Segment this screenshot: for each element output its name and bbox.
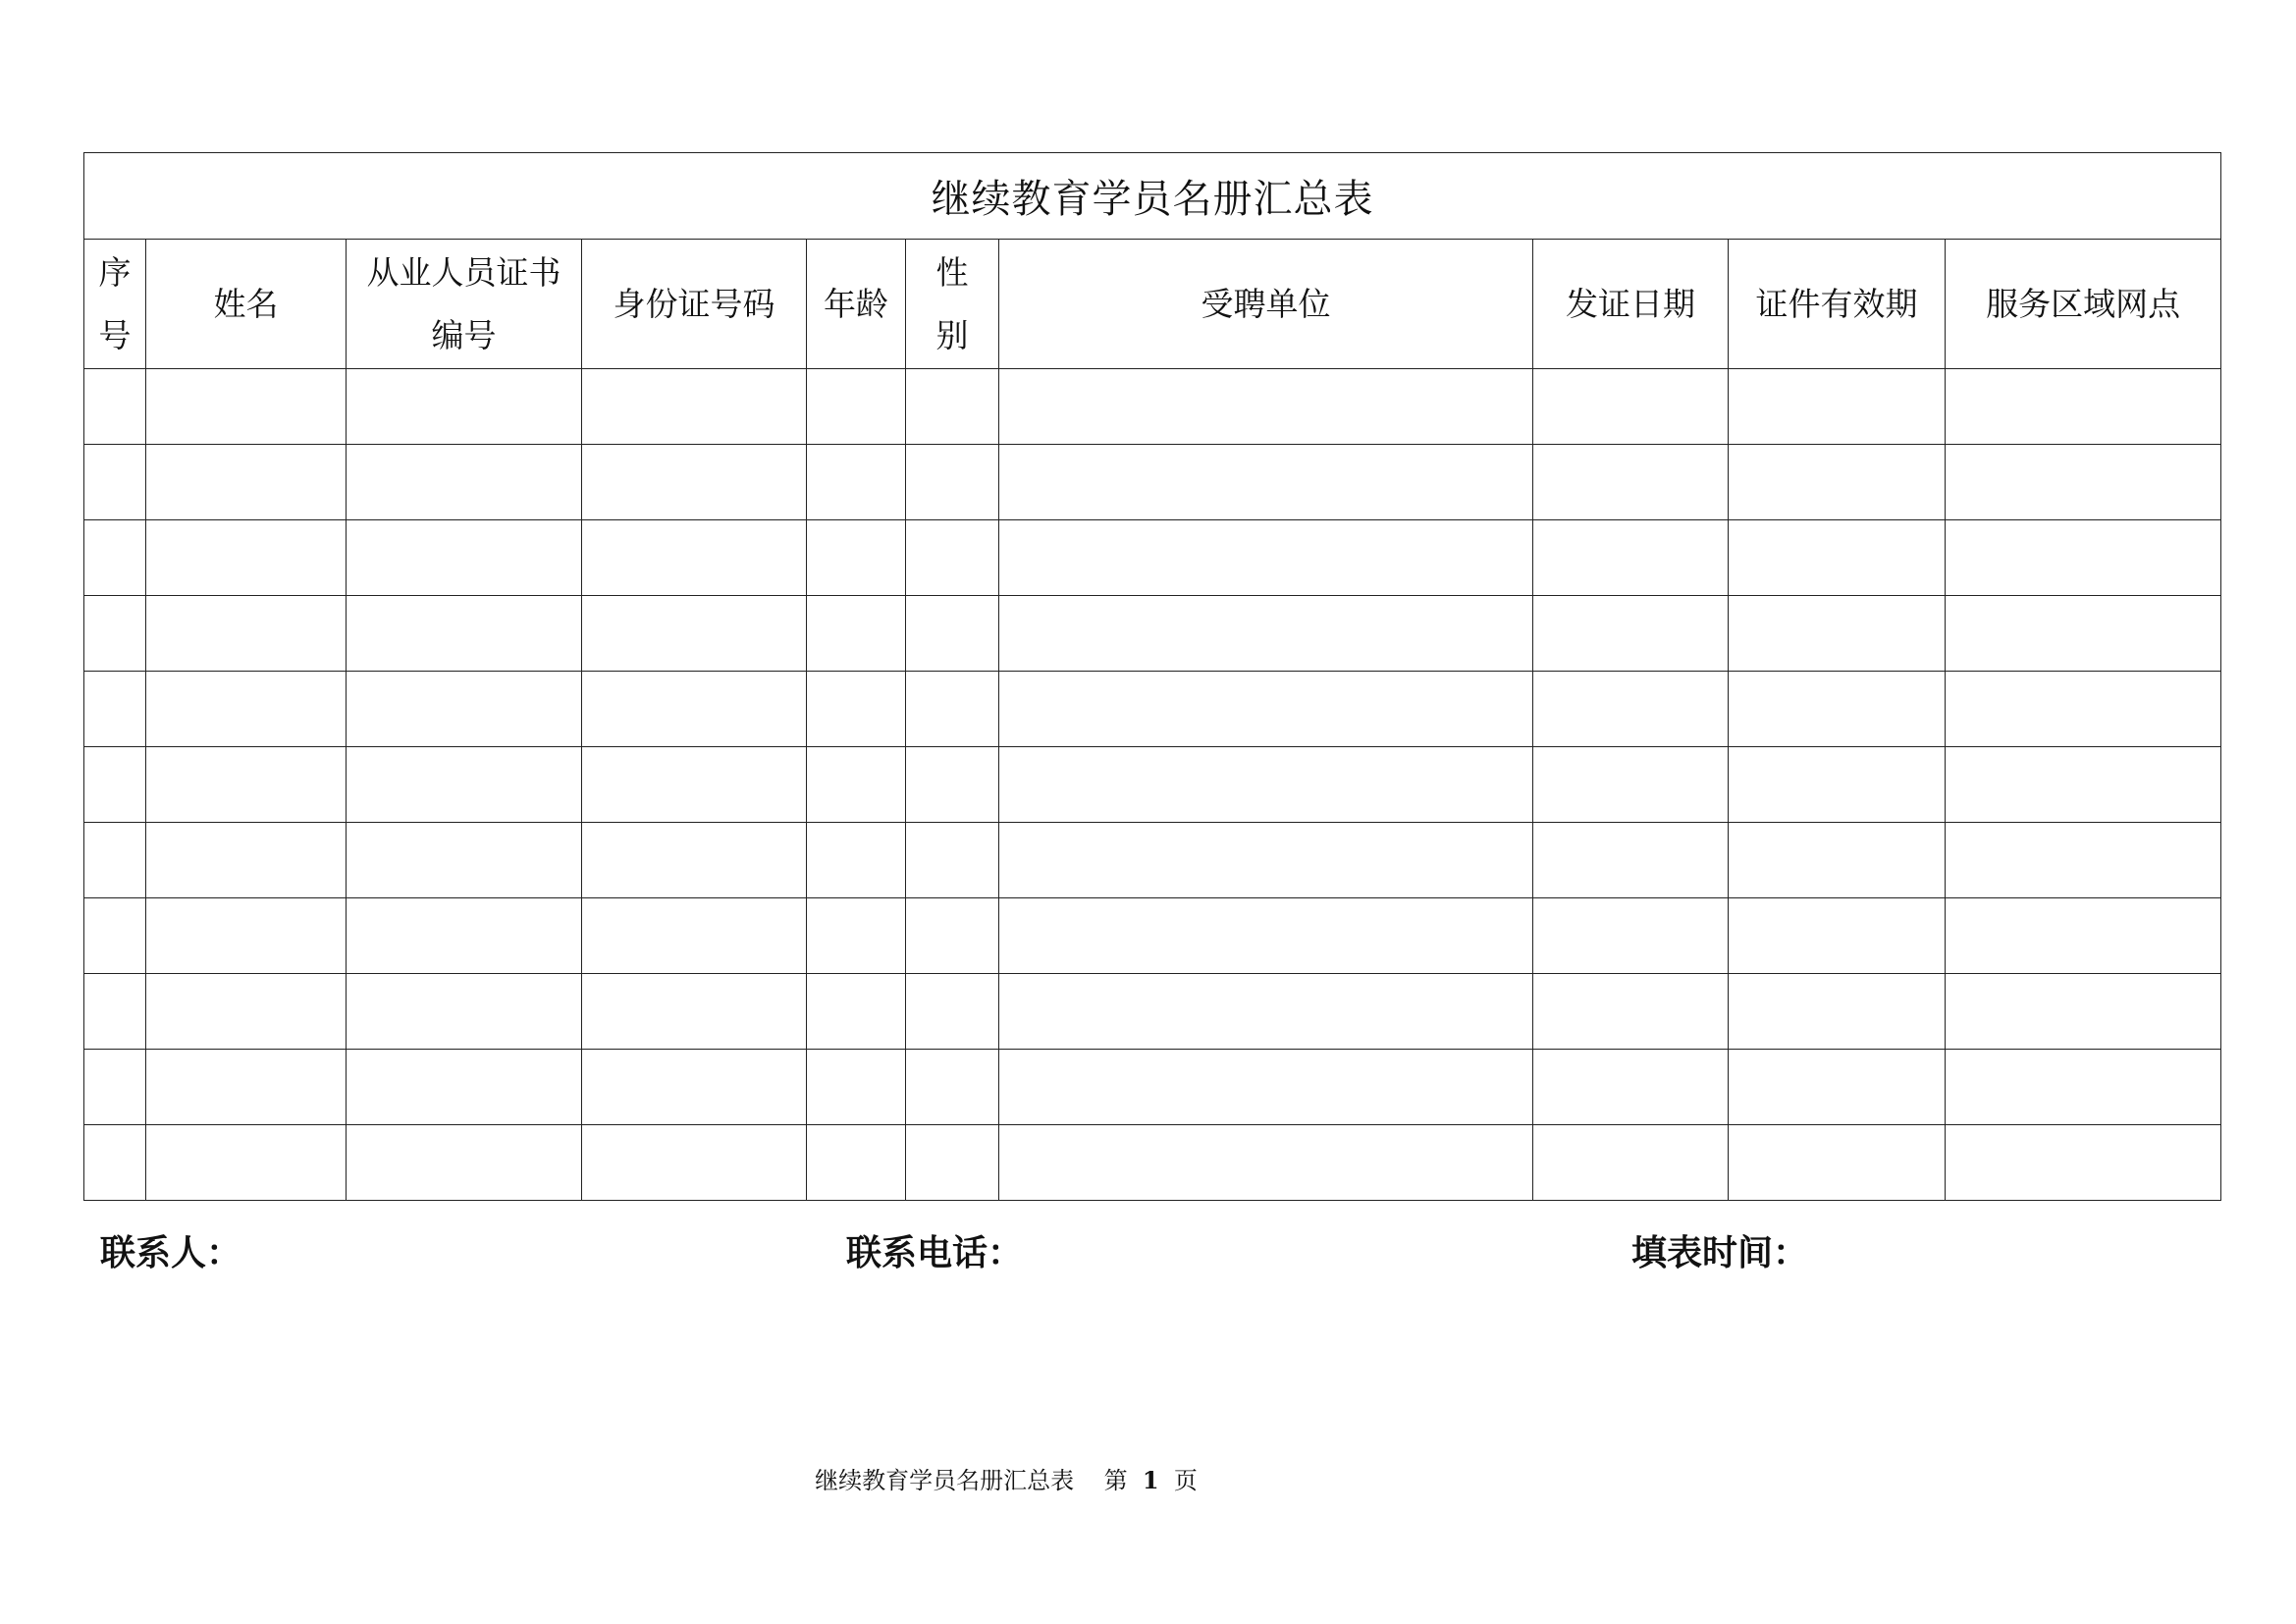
- table-cell[interactable]: [1946, 445, 2221, 520]
- table-cell[interactable]: [1533, 974, 1729, 1050]
- table-cell[interactable]: [807, 974, 906, 1050]
- table-cell[interactable]: [807, 445, 906, 520]
- table-cell[interactable]: [906, 823, 999, 898]
- table-cell[interactable]: [146, 898, 347, 974]
- table-cell[interactable]: [84, 898, 146, 974]
- table-cell[interactable]: [1729, 1125, 1946, 1201]
- table-cell[interactable]: [1533, 747, 1729, 823]
- table-cell[interactable]: [807, 369, 906, 445]
- table-row: [84, 596, 2221, 672]
- table-cell[interactable]: [999, 974, 1533, 1050]
- column-header-line1: 服务区域网点: [1986, 284, 2181, 323]
- contact-person-label: 联系人：: [100, 1233, 242, 1273]
- table-cell[interactable]: [582, 974, 807, 1050]
- table-cell[interactable]: [906, 596, 999, 672]
- table-cell[interactable]: [906, 974, 999, 1050]
- column-header-7: [1533, 240, 1729, 369]
- table-cell[interactable]: [1946, 974, 2221, 1050]
- table-cell[interactable]: [1729, 369, 1946, 445]
- table-row: [84, 1050, 2221, 1125]
- column-header-line1: 年龄: [824, 284, 888, 323]
- table-row: [84, 823, 2221, 898]
- table-row: [84, 369, 2221, 445]
- table-cell[interactable]: [906, 898, 999, 974]
- column-header-line1: 身份证号码: [613, 284, 775, 323]
- fill-date-label: 填表时间：: [1631, 1233, 1809, 1273]
- column-header-line1: 受聘单位: [1201, 284, 1331, 323]
- column-header-6: [999, 240, 1533, 369]
- table-cell[interactable]: [1729, 596, 1946, 672]
- footer-doc-name: 继续教育学员名册汇总表: [815, 1467, 1075, 1494]
- table-cell[interactable]: [1729, 672, 1946, 747]
- table-cell[interactable]: [347, 672, 582, 747]
- table-row: [84, 520, 2221, 596]
- table-cell[interactable]: [906, 369, 999, 445]
- table-row: [84, 974, 2221, 1050]
- table-body: [84, 369, 2221, 1201]
- column-header-1: [146, 240, 347, 369]
- table-cell[interactable]: [1946, 1050, 2221, 1125]
- table-cell[interactable]: [906, 672, 999, 747]
- table-cell[interactable]: [1729, 445, 1946, 520]
- table-cell[interactable]: [84, 596, 146, 672]
- column-header-3: [582, 240, 807, 369]
- table-cell[interactable]: [347, 747, 582, 823]
- column-header-2: [347, 240, 582, 369]
- table-cell[interactable]: [1729, 974, 1946, 1050]
- table-cell[interactable]: [146, 520, 347, 596]
- table-cell[interactable]: [999, 520, 1533, 596]
- table-cell[interactable]: [999, 369, 1533, 445]
- table-cell[interactable]: [807, 747, 906, 823]
- table-cell[interactable]: [146, 974, 347, 1050]
- table-cell[interactable]: [146, 1050, 347, 1125]
- table-cell[interactable]: [347, 445, 582, 520]
- table-cell[interactable]: [146, 596, 347, 672]
- table-cell[interactable]: [906, 445, 999, 520]
- table-cell[interactable]: [146, 747, 347, 823]
- table-cell[interactable]: [582, 369, 807, 445]
- table-cell[interactable]: [807, 823, 906, 898]
- table-cell[interactable]: [1533, 596, 1729, 672]
- column-header-9: [1946, 240, 2221, 369]
- roster-table: [83, 152, 2221, 1201]
- column-header-line2: 号: [98, 315, 132, 354]
- table-cell[interactable]: [582, 1125, 807, 1201]
- table-cell[interactable]: [999, 898, 1533, 974]
- table-cell[interactable]: [1729, 747, 1946, 823]
- table-cell[interactable]: [1946, 823, 2221, 898]
- table-cell[interactable]: [582, 672, 807, 747]
- table-cell[interactable]: [146, 672, 347, 747]
- table-cell[interactable]: [84, 369, 146, 445]
- table-cell[interactable]: [1533, 1050, 1729, 1125]
- table-cell[interactable]: [347, 596, 582, 672]
- table-title: 继续教育学员名册汇总表: [84, 153, 2221, 240]
- table-cell[interactable]: [347, 520, 582, 596]
- table-cell[interactable]: [807, 898, 906, 974]
- table-cell[interactable]: [84, 823, 146, 898]
- column-header-line2: 别: [935, 315, 969, 354]
- table-cell[interactable]: [347, 1050, 582, 1125]
- table-row: [84, 898, 2221, 974]
- table-cell[interactable]: [1946, 520, 2221, 596]
- table-row: [84, 445, 2221, 520]
- header-row: [84, 240, 2221, 369]
- column-header-8: [1729, 240, 1946, 369]
- table-cell[interactable]: [582, 445, 807, 520]
- table-cell[interactable]: [84, 1050, 146, 1125]
- table-row: [84, 1125, 2221, 1201]
- table-cell[interactable]: [347, 1125, 582, 1201]
- table-cell[interactable]: [999, 445, 1533, 520]
- table-cell[interactable]: [146, 369, 347, 445]
- table-cell[interactable]: [1533, 672, 1729, 747]
- column-header-line1: 性: [935, 252, 969, 292]
- column-header-4: [807, 240, 906, 369]
- table-cell[interactable]: [146, 823, 347, 898]
- column-header-line1: 序: [98, 252, 132, 292]
- table-cell[interactable]: [582, 898, 807, 974]
- column-header-line1: 姓名: [213, 284, 279, 323]
- table-cell[interactable]: [347, 369, 582, 445]
- table-cell[interactable]: [807, 1050, 906, 1125]
- table-cell[interactable]: [1946, 369, 2221, 445]
- column-header-line1: 证件有效期: [1755, 284, 1918, 323]
- table-cell[interactable]: [347, 898, 582, 974]
- table-cell[interactable]: [906, 747, 999, 823]
- table-cell[interactable]: [906, 1050, 999, 1125]
- table-cell[interactable]: [1533, 520, 1729, 596]
- column-header-0: [84, 240, 146, 369]
- table-cell[interactable]: [1729, 520, 1946, 596]
- table-cell[interactable]: [807, 1125, 906, 1201]
- table-cell[interactable]: [906, 520, 999, 596]
- table-cell[interactable]: [1946, 898, 2221, 974]
- table-cell[interactable]: [999, 747, 1533, 823]
- table-cell[interactable]: [999, 672, 1533, 747]
- column-header-line2: 编号: [431, 315, 497, 354]
- table-cell[interactable]: [582, 1050, 807, 1125]
- footer-page-prefix: 第: [1103, 1467, 1128, 1494]
- table-cell[interactable]: [1946, 747, 2221, 823]
- footer-page-suffix: 页: [1173, 1467, 1198, 1494]
- table-cell[interactable]: [146, 1125, 347, 1201]
- table-cell[interactable]: [1729, 898, 1946, 974]
- table-cell[interactable]: [999, 823, 1533, 898]
- table-cell[interactable]: [807, 672, 906, 747]
- table-cell[interactable]: [582, 823, 807, 898]
- column-header-line1: 从业人员证书: [366, 252, 561, 292]
- table-cell[interactable]: [999, 596, 1533, 672]
- table-row: [84, 747, 2221, 823]
- table-cell[interactable]: [807, 520, 906, 596]
- table-cell[interactable]: [999, 1125, 1533, 1201]
- footer-page-number: 1: [1142, 1466, 1159, 1494]
- table-cell[interactable]: [146, 445, 347, 520]
- table-cell[interactable]: [1533, 898, 1729, 974]
- table-row: [84, 672, 2221, 747]
- table-cell[interactable]: [582, 596, 807, 672]
- table-cell[interactable]: [1729, 823, 1946, 898]
- table-cell[interactable]: [1946, 1125, 2221, 1201]
- table-cell[interactable]: [1946, 596, 2221, 672]
- table-cell[interactable]: [84, 672, 146, 747]
- table-cell[interactable]: [84, 1125, 146, 1201]
- table-cell[interactable]: [906, 1125, 999, 1201]
- contact-phone-label: 联系电话：: [846, 1233, 1024, 1273]
- table-cell[interactable]: [84, 974, 146, 1050]
- table-cell[interactable]: [582, 747, 807, 823]
- table-cell[interactable]: [1533, 369, 1729, 445]
- column-header-line1: 发证日期: [1566, 284, 1695, 323]
- page-footer: [0, 1461, 2012, 1495]
- table-cell[interactable]: [1533, 1125, 1729, 1201]
- table-cell[interactable]: [347, 974, 582, 1050]
- table-cell[interactable]: [84, 747, 146, 823]
- column-header-5: [906, 240, 999, 369]
- table-cell[interactable]: [807, 596, 906, 672]
- table-cell[interactable]: [1946, 672, 2221, 747]
- table-cell[interactable]: [1533, 445, 1729, 520]
- table-cell[interactable]: [1729, 1050, 1946, 1125]
- table-cell[interactable]: [1533, 823, 1729, 898]
- table-cell[interactable]: [84, 445, 146, 520]
- table-cell[interactable]: [999, 1050, 1533, 1125]
- table-cell[interactable]: [582, 520, 807, 596]
- table-cell[interactable]: [84, 520, 146, 596]
- table-cell[interactable]: [347, 823, 582, 898]
